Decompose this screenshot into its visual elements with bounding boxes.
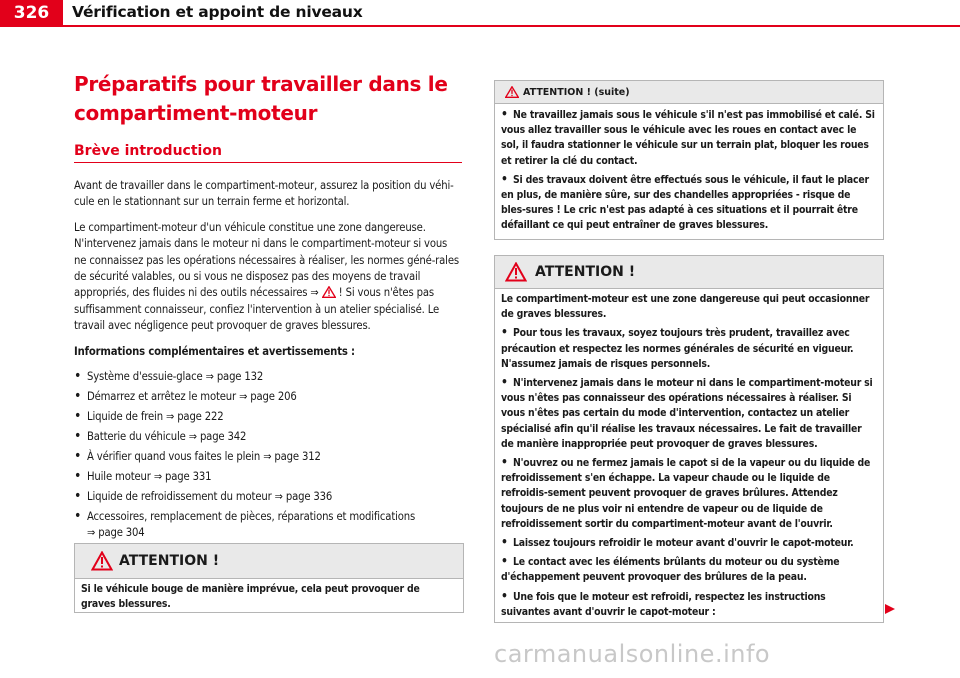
info-heading: Informations complémentaires et avertissements :	[74, 344, 355, 358]
subsection-title: Brève introduction	[74, 143, 462, 163]
page-link[interactable]: page 222	[177, 410, 224, 424]
list-item: • Liquide de refroidissement du moteur ⇒ page 336	[74, 489, 462, 505]
warning-title: ATTENTION ! (suite)	[523, 86, 630, 98]
cross-ref-arrow-icon: ⇒	[188, 430, 197, 444]
bullet-icon: •	[501, 554, 508, 569]
left-column	[74, 70, 462, 545]
page-link[interactable]: page 206	[250, 390, 297, 404]
warning-body	[75, 579, 463, 619]
cross-ref-arrow-icon: ⇒	[263, 450, 272, 464]
warning-body	[495, 104, 883, 241]
danger-paragraph	[74, 220, 462, 335]
page-link[interactable]: page 331	[165, 470, 212, 484]
bullet-icon: •	[501, 325, 508, 340]
warning-item: • Le contact avec les éléments brûlants du moteur ou du système d'échappement peuvent provoquer des brûlures de la peau.	[501, 554, 840, 584]
warning-box	[494, 255, 884, 623]
section-title-line2: compartiment-moteur	[74, 101, 318, 125]
warning-triangle-icon	[505, 262, 527, 282]
cross-ref-arrow-icon: ⇒	[274, 490, 283, 504]
info-list	[74, 369, 462, 542]
warning-title: ATTENTION !	[535, 264, 636, 280]
list-item: • Batterie du véhicule ⇒ page 342	[74, 429, 462, 445]
warning-header	[495, 81, 883, 104]
intro-paragraph: Avant de travailler dans le compartiment-moteur, assurez la position du véhi-cule en le stationnant sur un terrain ferme et horizontal.	[74, 179, 454, 209]
cross-ref-arrow-icon: ⇒	[205, 370, 214, 384]
warning-triangle-icon	[91, 551, 113, 571]
list-item: • Huile moteur ⇒ page 331	[74, 469, 462, 485]
next-page-arrow-icon[interactable]	[884, 603, 896, 615]
bullet-icon: •	[501, 588, 508, 603]
warning-item: • Une fois que le moteur est refroidi, respectez les instructions suivantes avant d'ouvrir le capot-moteur :	[501, 588, 826, 618]
bullet-icon: •	[501, 171, 508, 186]
warning-item: • N'ouvrez ou ne fermez jamais le capot si de la vapeur ou du liquide de refroidissement s'en échappe. La vapeur chaude ou le liquide de refroidis-sement peuvent provoquer de graves brûlures. Attendez toujours de ne plus voir ni entendre de vapeur ou de liquide de refroidissement sortir du compartiment-moteur avant de l'ouvrir.	[501, 455, 871, 530]
warning-item: • N'intervenez jamais dans le moteur ni dans le compartiment-moteur si vous n'êtes pas connaisseur des opérations nécessaires à réaliser. Si vous n'êtes pas certain du mode d'intervention, contactez un atelier spécialisé afin qu'il réalise les travaux nécessaires. Le fait de travailler de manière inappropriée peut provoquer de graves blessures.	[501, 375, 873, 450]
list-item: • À vérifier quand vous faites le plein ⇒ page 312	[74, 449, 462, 465]
page-link[interactable]: page 304	[98, 526, 145, 540]
list-item: • Accessoires, remplacement de pièces, réparations et modifications ⇒ page 304	[74, 509, 462, 542]
page-link[interactable]: page 132	[216, 370, 264, 384]
chapter-title: Vérification et appoint de niveaux	[72, 3, 363, 21]
warning-item: • Si des travaux doivent être effectués sous le véhicule, il faut le placer en plus, de manière sûre, sur des chandelles appropriées - risque de bles-sures ! Le cric n'est pas adapté à ces situations et il pourrait être défaillant ce qui peut entraîner de graves blessures.	[501, 171, 869, 232]
cross-ref-arrow-icon: ⇒	[239, 390, 248, 404]
list-item: • Liquide de frein ⇒ page 222	[74, 409, 462, 425]
warning-header	[495, 256, 883, 289]
list-item: • Système d'essuie-glace ⇒ page 132	[74, 369, 462, 385]
section-title	[74, 70, 462, 128]
page-link[interactable]: page 336	[285, 490, 333, 504]
bullet-icon: •	[501, 375, 508, 390]
warning-header	[75, 544, 463, 579]
warning-body	[495, 289, 883, 627]
danger-paragraph-text-end: ! Si vous n'êtes pas suffisamment connaisseur, confiez l'intervention à un atelier spécialisé. Le travail avec négligence peut provoquer de graves blessures.	[74, 286, 440, 333]
warning-box	[74, 543, 464, 613]
cross-ref-arrow-icon: ⇒	[153, 470, 162, 484]
cross-ref-arrow-icon: ⇒	[87, 526, 96, 540]
page-number: 326	[0, 0, 63, 25]
header-rule	[0, 25, 960, 27]
warning-box-continued	[494, 80, 884, 240]
warning-intro: Le compartiment-moteur est une zone dangereuse qui peut occasionner de graves blessures.	[501, 293, 870, 321]
warning-item: • Ne travaillez jamais sous le véhicule s'il n'est pas immobilisé et calé. Si vous allez travailler sous le véhicule avec les roues en contact avec le sol, il faudra stationner le véhicule sur un terrain plat, bloquer les roues et retirer la clé du contact.	[501, 107, 875, 167]
warning-item: • Laissez toujours refroidir le moteur avant d'ouvrir le capot-moteur.	[501, 535, 854, 550]
bullet-icon: •	[501, 107, 508, 121]
list-item: • Démarrez et arrêtez le moteur ⇒ page 206	[74, 389, 462, 405]
watermark: carmanualsonline.info	[494, 640, 771, 668]
warning-triangle-icon[interactable]	[322, 286, 336, 298]
cross-ref-arrow-icon: ⇒	[310, 286, 319, 300]
warning-triangle-icon	[505, 86, 519, 98]
warning-title: ATTENTION !	[119, 553, 220, 569]
danger-paragraph-text: Le compartiment-moteur d'un véhicule constitue une zone dangereuse. N'intervenez jamais dans le moteur ni dans le compartiment-moteur si vous ne connaissez pas les opérations nécessaires à réaliser, les normes géné-rales de sécurité valables, ou si vous ne disposez pas des moyens de travail appropriés, des fluides ni des outils nécessaires	[74, 220, 459, 300]
warning-text: Si le véhicule bouge de manière imprévue, cela peut provoquer de graves blessures.	[81, 583, 420, 611]
section-title-line1: Préparatifs pour travailler dans le	[74, 72, 448, 96]
cross-ref-arrow-icon: ⇒	[165, 410, 175, 424]
page-link[interactable]: page 312	[274, 450, 321, 464]
bullet-icon: •	[501, 535, 508, 550]
warning-item: • Pour tous les travaux, soyez toujours très prudent, travaillez avec précaution et respectez les normes générales de sécurité en vigueur. N'assumez jamais de risques personnels.	[501, 325, 854, 370]
page-link[interactable]: page 342	[199, 430, 247, 444]
bullet-icon: •	[501, 455, 508, 470]
